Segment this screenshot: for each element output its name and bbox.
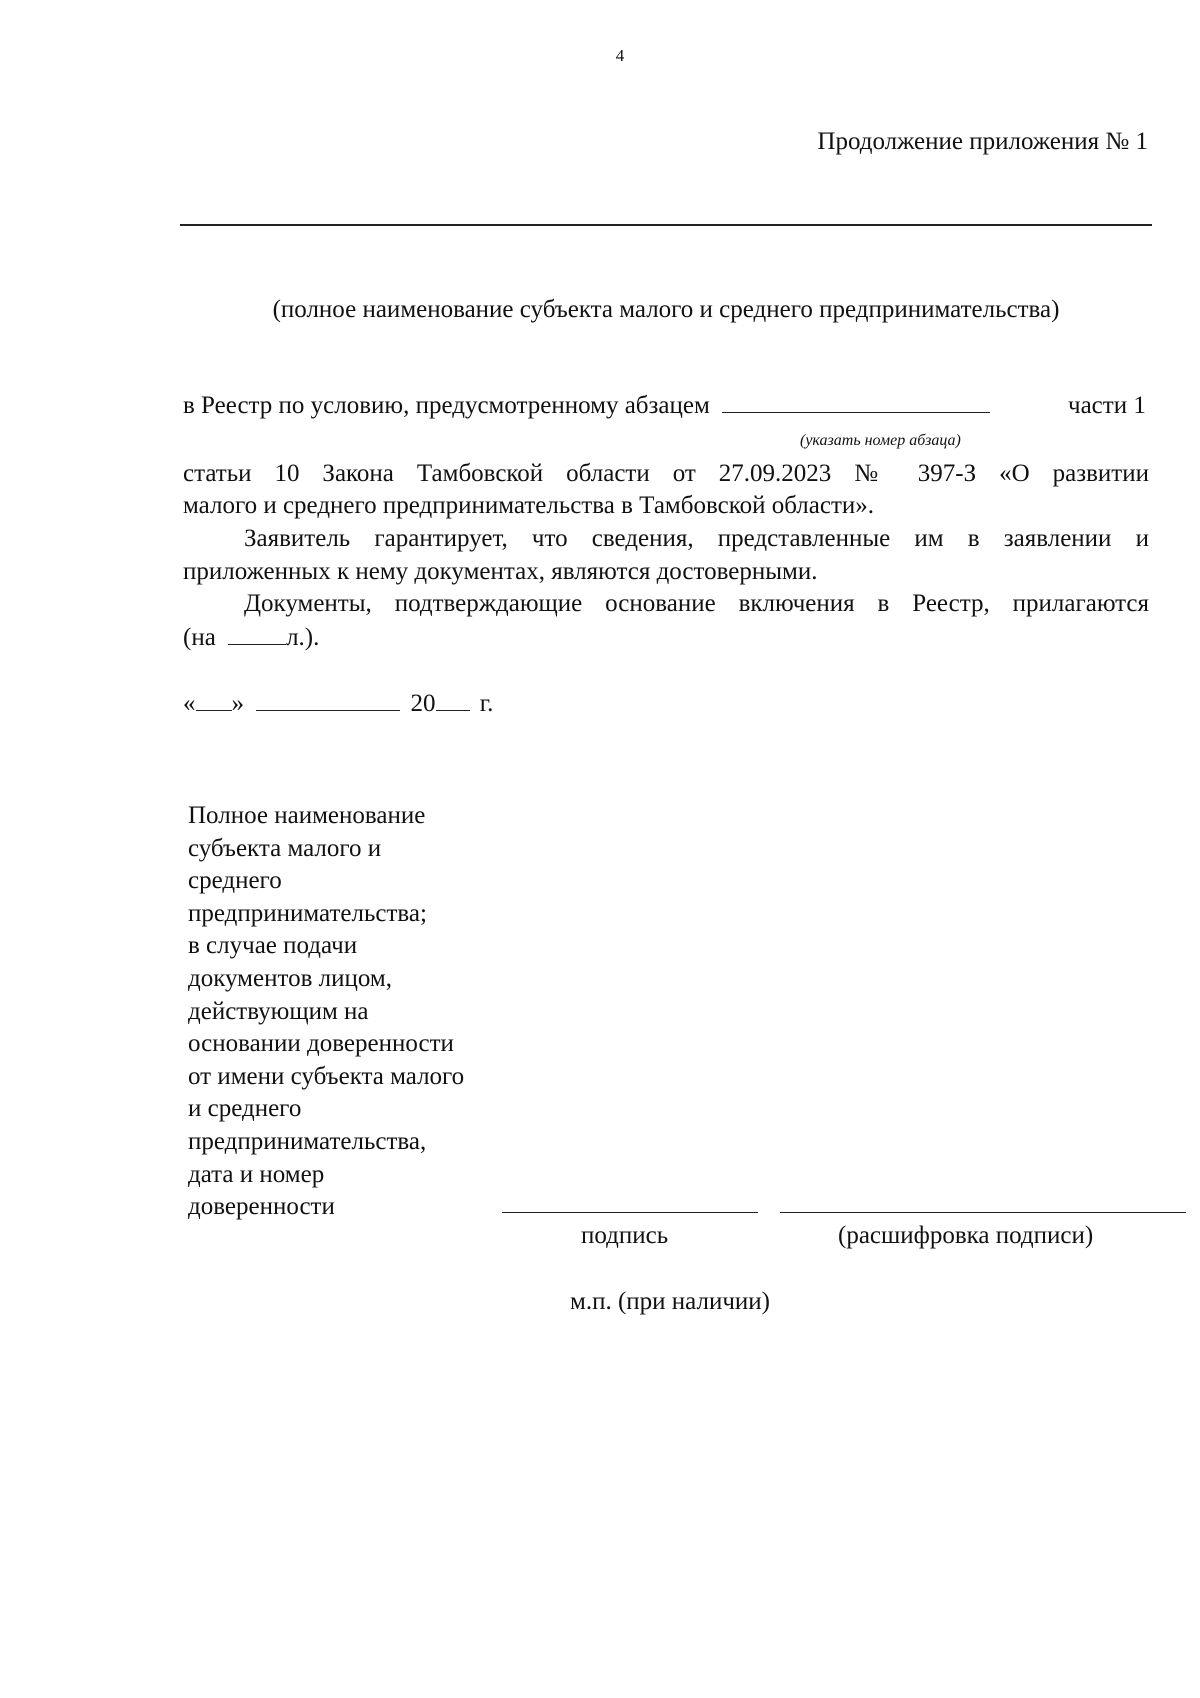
date-open-quote: « <box>183 690 196 717</box>
appendix-title: Продолжение приложения № 1 <box>817 128 1148 155</box>
clause-line-3: малого и среднего предпринимательства в Тамбовской области». <box>183 492 875 519</box>
clause-line-2: статьи 10 Закона Тамбовской области от 27.09.2023 № 397-З «О развитии <box>183 460 1149 487</box>
subject-name-caption: (полное наименование субъекта малого и среднего предпринимательства) <box>272 296 1060 323</box>
clause-line-1-start: в Реестр по условию, предусмотренному абзацем <box>183 392 710 419</box>
paragraph-number-field[interactable] <box>722 411 990 413</box>
sheet-count-field[interactable] <box>228 643 286 645</box>
signature-decoding-caption: (расшифровка подписи) <box>838 1222 1094 1249</box>
guarantee-line-1: Заявитель гарантирует, что сведения, представленные им в заявлении и <box>244 525 1149 552</box>
signatory-label: Полное наименование субъекта малого и среднего предпринимательства; в случае подачи документов лицом, действующим на основании доверенности от имени субъекта малого и среднего предпринимательства, дата и номер доверенности <box>188 802 465 1221</box>
guarantee-line-2: приложенных к нему документах, являются достоверными. <box>183 558 818 585</box>
date-line <box>183 690 493 718</box>
documents-line-2 <box>183 624 319 652</box>
clause-line-1-end: части 1 <box>1068 392 1146 419</box>
stamp-note: м.п. (при наличии) <box>570 1288 770 1315</box>
page-number: 4 <box>615 46 625 65</box>
subject-name-field[interactable] <box>180 224 1152 226</box>
signature-field[interactable] <box>502 1212 758 1213</box>
month-field[interactable] <box>256 709 400 711</box>
date-close-quote: » <box>231 690 244 717</box>
day-field[interactable] <box>196 709 232 711</box>
signature-decoding-field[interactable] <box>780 1212 1186 1213</box>
signature-caption: подпись <box>581 1222 669 1249</box>
clause-line-1 <box>183 392 990 420</box>
documents-line-2-start: (на <box>183 624 216 651</box>
year-suffix: г. <box>479 690 494 717</box>
year-field[interactable] <box>436 709 470 711</box>
paragraph-number-hint: (указать номер абзаца) <box>800 432 961 449</box>
documents-line-1: Документы, подтверждающие основание включения в Реестр, прилагаются <box>244 590 1149 617</box>
year-prefix: 20 <box>410 690 436 717</box>
documents-line-2-end: л.). <box>286 624 320 651</box>
